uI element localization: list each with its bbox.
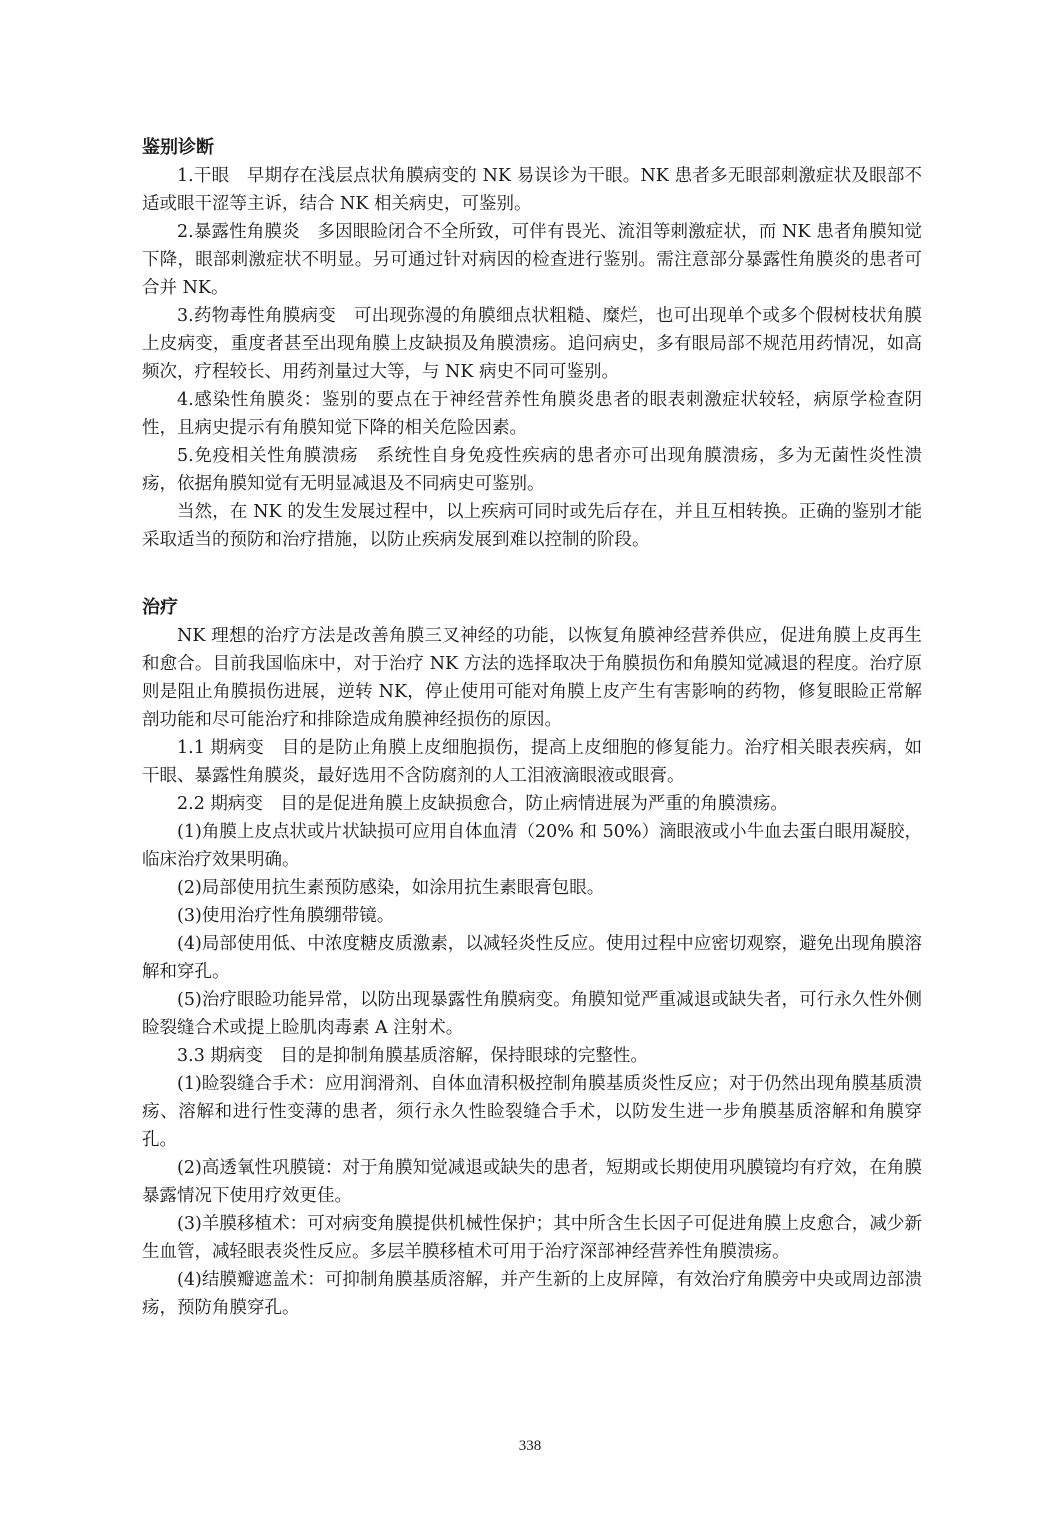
section-spacer xyxy=(142,554,922,594)
paragraph: (4)局部使用低、中浓度糖皮质激素，以减轻炎性反应。使用过程中应密切观察，避免出现角膜溶解和穿孔。 xyxy=(142,934,922,982)
paragraph: 4.感染性角膜炎：鉴别的要点在于神经营养性角膜炎患者的眼表刺激症状较轻，病原学检查阴性，且病史提示有角膜知觉下降的相关危险因素。 xyxy=(142,390,922,438)
paragraph: NK 理想的治疗方法是改善角膜三叉神经的功能，以恢复角膜神经营养供应，促进角膜上皮再生和愈合。目前我国临床中，对于治疗 NK 方法的选择取决于角膜损伤和角膜知觉减退的程度。治疗原则是阻止角膜损伤进展，逆转 NK，停止使用可能对角膜上皮产生有害影响的药物，修复眼睑正常解剖功能和尽可能治疗和排除造成角膜神经损伤的原因。 xyxy=(142,626,922,730)
section-title-differential-diagnosis: 鉴别诊断 xyxy=(142,137,214,158)
paragraph: 3.药物毒性角膜病变 可出现弥漫的角膜细点状粗糙、糜烂，也可出现单个或多个假树枝状角膜上皮病变，重度者甚至出现角膜上皮缺损及角膜溃疡。追问病史，多有眼局部不规范用药情况，如高频次，疗程较长、用药剂量过大等，与 NK 病史不同可鉴别。 xyxy=(142,306,922,382)
paragraph: (5)治疗眼睑功能异常，以防出现暴露性角膜病变。角膜知觉严重减退或缺失者，可行永久性外侧睑裂缝合术或提上睑肌肉毒素 A 注射术。 xyxy=(142,990,922,1038)
paragraph: 1.1 期病变 目的是防止角膜上皮细胞损伤，提高上皮细胞的修复能力。治疗相关眼表疾病，如干眼、暴露性角膜炎，最好选用不含防腐剂的人工泪液滴眼液或眼膏。 xyxy=(142,738,922,786)
paragraph: 3.3 期病变 目的是抑制角膜基质溶解，保持眼球的完整性。 xyxy=(177,1046,648,1066)
paragraph: (1)睑裂缝合手术：应用润滑剂、自体血清积极控制角膜基质炎性反应；对于仍然出现角膜基质溃疡、溶解和进行性变薄的患者，须行永久性睑裂缝合手术，以防发生进一步角膜基质溶解和角膜穿孔。 xyxy=(142,1074,922,1150)
paragraph: 2.暴露性角膜炎 多因眼睑闭合不全所致，可伴有畏光、流泪等刺激症状，而 NK 患者角膜知觉下降，眼部刺激症状不明显。另可通过针对病因的检查进行鉴别。需注意部分暴露性角膜炎的患者可合并 NK。 xyxy=(142,222,922,298)
page-number: 338 xyxy=(518,1438,542,1454)
paragraph: (1)角膜上皮点状或片状缺损可应用自体血清（20% 和 50%）滴眼液或小牛血去蛋白眼用凝胶，临床治疗效果明确。 xyxy=(142,822,922,870)
paragraph: 当然，在 NK 的发生发展过程中，以上疾病可同时或先后存在，并且互相转换。正确的鉴别才能采取适当的预防和治疗措施，以防止疾病发展到难以控制的阶段。 xyxy=(142,502,922,550)
document-page xyxy=(142,134,922,1322)
paragraph: 2.2 期病变 目的是促进角膜上皮缺损愈合，防止病情进展为严重的角膜溃疡。 xyxy=(177,794,788,814)
paragraph: (3)羊膜移植术：可对病变角膜提供机械性保护；其中所含生长因子可促进角膜上皮愈合，减少新生血管，减轻眼表炎性反应。多层羊膜移植术可用于治疗深部神经营养性角膜溃疡。 xyxy=(142,1214,922,1262)
paragraph: (2)高透氧性巩膜镜：对于角膜知觉减退或缺失的患者，短期或长期使用巩膜镜均有疗效，在角膜暴露情况下使用疗效更佳。 xyxy=(142,1158,922,1206)
section-title-treatment: 治疗 xyxy=(142,597,178,618)
paragraph: 5.免疫相关性角膜溃疡 系统性自身免疫性疾病的患者亦可出现角膜溃疡，多为无菌性炎性溃疡，依据角膜知觉有无明显减退及不同病史可鉴别。 xyxy=(142,446,922,494)
paragraph: (3)使用治疗性角膜绷带镜。 xyxy=(177,906,395,926)
paragraph: (2)局部使用抗生素预防感染，如涂用抗生素眼膏包眼。 xyxy=(177,878,605,898)
paragraph: 1.干眼 早期存在浅层点状角膜病变的 NK 易误诊为干眼。NK 患者多无眼部刺激症状及眼部不适或眼干涩等主诉，结合 NK 相关病史，可鉴别。 xyxy=(142,166,922,214)
paragraph: (4)结膜瓣遮盖术：可抑制角膜基质溶解，并产生新的上皮屏障，有效治疗角膜旁中央或周边部溃疡，预防角膜穿孔。 xyxy=(142,1270,922,1318)
